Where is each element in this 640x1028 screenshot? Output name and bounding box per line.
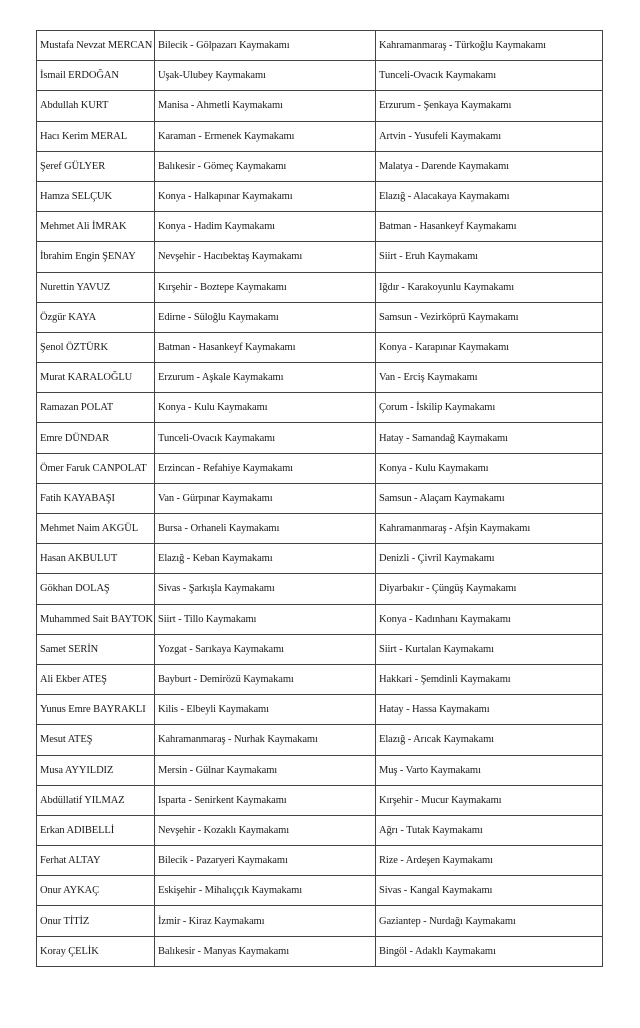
table-row bbox=[37, 332, 603, 362]
table-row bbox=[37, 423, 603, 453]
table-row bbox=[37, 695, 603, 725]
table-row bbox=[37, 876, 603, 906]
table-row bbox=[37, 634, 603, 664]
name-cell: Ali Ekber ATEŞ bbox=[37, 664, 155, 694]
previous-post-cell: Yozgat - Sarıkaya Kaymakamı bbox=[155, 634, 376, 664]
table-row bbox=[37, 936, 603, 966]
previous-post-cell: Bilecik - Pazaryeri Kaymakamı bbox=[155, 846, 376, 876]
previous-post-cell: Nevşehir - Hacıbektaş Kaymakamı bbox=[155, 242, 376, 272]
new-post-cell: Denizli - Çivril Kaymakamı bbox=[376, 544, 603, 574]
table-row bbox=[37, 755, 603, 785]
table-row bbox=[37, 574, 603, 604]
new-post-cell: Rize - Ardeşen Kaymakamı bbox=[376, 846, 603, 876]
previous-post-cell: Batman - Hasankeyf Kaymakamı bbox=[155, 332, 376, 362]
name-cell: Muhammed Sait BAYTOK bbox=[37, 604, 155, 634]
previous-post-cell: İzmir - Kiraz Kaymakamı bbox=[155, 906, 376, 936]
previous-post-cell: Eskişehir - Mihalıççık Kaymakamı bbox=[155, 876, 376, 906]
new-post-cell: Kahramanmaraş - Afşin Kaymakamı bbox=[376, 514, 603, 544]
new-post-cell: Elazığ - Alacakaya Kaymakamı bbox=[376, 181, 603, 211]
previous-post-cell: Tunceli-Ovacık Kaymakamı bbox=[155, 423, 376, 453]
table-row bbox=[37, 91, 603, 121]
previous-post-cell: Elazığ - Keban Kaymakamı bbox=[155, 544, 376, 574]
name-cell: Ferhat ALTAY bbox=[37, 846, 155, 876]
table-row bbox=[37, 393, 603, 423]
table-row bbox=[37, 151, 603, 181]
new-post-cell: Diyarbakır - Çüngüş Kaymakamı bbox=[376, 574, 603, 604]
name-cell: Mehmet Naim AKGÜL bbox=[37, 514, 155, 544]
name-cell: Şeref GÜLYER bbox=[37, 151, 155, 181]
previous-post-cell: Manisa - Ahmetli Kaymakamı bbox=[155, 91, 376, 121]
table-row bbox=[37, 906, 603, 936]
previous-post-cell: Konya - Halkapınar Kaymakamı bbox=[155, 181, 376, 211]
previous-post-cell: Erzurum - Aşkale Kaymakamı bbox=[155, 363, 376, 393]
name-cell: Mehmet Ali İMRAK bbox=[37, 212, 155, 242]
new-post-cell: Van - Erciş Kaymakamı bbox=[376, 363, 603, 393]
table-row bbox=[37, 785, 603, 815]
name-cell: Şenol ÖZTÜRK bbox=[37, 332, 155, 362]
previous-post-cell: Isparta - Senirkent Kaymakamı bbox=[155, 785, 376, 815]
previous-post-cell: Bilecik - Gölpazarı Kaymakamı bbox=[155, 31, 376, 61]
table-row bbox=[37, 846, 603, 876]
previous-post-cell: Karaman - Ermenek Kaymakamı bbox=[155, 121, 376, 151]
name-cell: Emre DÜNDAR bbox=[37, 423, 155, 453]
table-row bbox=[37, 212, 603, 242]
name-cell: Mustafa Nevzat MERCAN bbox=[37, 31, 155, 61]
new-post-cell: Kırşehir - Mucur Kaymakamı bbox=[376, 785, 603, 815]
previous-post-cell: Konya - Kulu Kaymakamı bbox=[155, 393, 376, 423]
table-row bbox=[37, 302, 603, 332]
appointments-table bbox=[36, 30, 603, 967]
table-row bbox=[37, 181, 603, 211]
previous-post-cell: Kilis - Elbeyli Kaymakamı bbox=[155, 695, 376, 725]
new-post-cell: Ağrı - Tutak Kaymakamı bbox=[376, 815, 603, 845]
table-row bbox=[37, 483, 603, 513]
table-row bbox=[37, 31, 603, 61]
new-post-cell: Muş - Varto Kaymakamı bbox=[376, 755, 603, 785]
name-cell: Koray ÇELİK bbox=[37, 936, 155, 966]
new-post-cell: Elazığ - Arıcak Kaymakamı bbox=[376, 725, 603, 755]
new-post-cell: Bingöl - Adaklı Kaymakamı bbox=[376, 936, 603, 966]
table-row bbox=[37, 815, 603, 845]
new-post-cell: Çorum - İskilip Kaymakamı bbox=[376, 393, 603, 423]
new-post-cell: Sivas - Kangal Kaymakamı bbox=[376, 876, 603, 906]
new-post-cell: Artvin - Yusufeli Kaymakamı bbox=[376, 121, 603, 151]
previous-post-cell: Nevşehir - Kozaklı Kaymakamı bbox=[155, 815, 376, 845]
name-cell: İsmail ERDOĞAN bbox=[37, 61, 155, 91]
new-post-cell: Samsun - Vezirköprü Kaymakamı bbox=[376, 302, 603, 332]
previous-post-cell: Sivas - Şarkışla Kaymakamı bbox=[155, 574, 376, 604]
new-post-cell: Konya - Kulu Kaymakamı bbox=[376, 453, 603, 483]
name-cell: Abdullah KURT bbox=[37, 91, 155, 121]
name-cell: Hasan AKBULUT bbox=[37, 544, 155, 574]
table-row bbox=[37, 664, 603, 694]
new-post-cell: Hakkari - Şemdinli Kaymakamı bbox=[376, 664, 603, 694]
previous-post-cell: Konya - Hadim Kaymakamı bbox=[155, 212, 376, 242]
name-cell: Murat KARALOĞLU bbox=[37, 363, 155, 393]
appointments-table-body bbox=[37, 31, 603, 967]
name-cell: Özgür KAYA bbox=[37, 302, 155, 332]
new-post-cell: Iğdır - Karakoyunlu Kaymakamı bbox=[376, 272, 603, 302]
table-row bbox=[37, 61, 603, 91]
name-cell: Onur AYKAÇ bbox=[37, 876, 155, 906]
table-row bbox=[37, 604, 603, 634]
new-post-cell: Batman - Hasankeyf Kaymakamı bbox=[376, 212, 603, 242]
name-cell: Erkan ADIBELLİ bbox=[37, 815, 155, 845]
previous-post-cell: Erzincan - Refahiye Kaymakamı bbox=[155, 453, 376, 483]
new-post-cell: Konya - Karapınar Kaymakamı bbox=[376, 332, 603, 362]
new-post-cell: Gaziantep - Nurdağı Kaymakamı bbox=[376, 906, 603, 936]
name-cell: Nurettin YAVUZ bbox=[37, 272, 155, 302]
table-row bbox=[37, 725, 603, 755]
new-post-cell: Hatay - Hassa Kaymakamı bbox=[376, 695, 603, 725]
previous-post-cell: Balıkesir - Gömeç Kaymakamı bbox=[155, 151, 376, 181]
previous-post-cell: Uşak-Ulubey Kaymakamı bbox=[155, 61, 376, 91]
new-post-cell: Malatya - Darende Kaymakamı bbox=[376, 151, 603, 181]
previous-post-cell: Siirt - Tillo Kaymakamı bbox=[155, 604, 376, 634]
name-cell: Fatih KAYABAŞI bbox=[37, 483, 155, 513]
new-post-cell: Samsun - Alaçam Kaymakamı bbox=[376, 483, 603, 513]
previous-post-cell: Bursa - Orhaneli Kaymakamı bbox=[155, 514, 376, 544]
table-row bbox=[37, 453, 603, 483]
table-row bbox=[37, 514, 603, 544]
previous-post-cell: Kırşehir - Boztepe Kaymakamı bbox=[155, 272, 376, 302]
previous-post-cell: Mersin - Gülnar Kaymakamı bbox=[155, 755, 376, 785]
name-cell: Yunus Emre BAYRAKLI bbox=[37, 695, 155, 725]
new-post-cell: Kahramanmaraş - Türkoğlu Kaymakamı bbox=[376, 31, 603, 61]
new-post-cell: Hatay - Samandağ Kaymakamı bbox=[376, 423, 603, 453]
new-post-cell: Siirt - Kurtalan Kaymakamı bbox=[376, 634, 603, 664]
name-cell: Ömer Faruk CANPOLAT bbox=[37, 453, 155, 483]
name-cell: Abdüllatif YILMAZ bbox=[37, 785, 155, 815]
new-post-cell: Konya - Kadınhanı Kaymakamı bbox=[376, 604, 603, 634]
name-cell: İbrahim Engin ŞENAY bbox=[37, 242, 155, 272]
name-cell: Gökhan DOLAŞ bbox=[37, 574, 155, 604]
table-row bbox=[37, 242, 603, 272]
new-post-cell: Erzurum - Şenkaya Kaymakamı bbox=[376, 91, 603, 121]
name-cell: Samet SERİN bbox=[37, 634, 155, 664]
previous-post-cell: Edirne - Süloğlu Kaymakamı bbox=[155, 302, 376, 332]
new-post-cell: Tunceli-Ovacık Kaymakamı bbox=[376, 61, 603, 91]
table-row bbox=[37, 363, 603, 393]
previous-post-cell: Balıkesir - Manyas Kaymakamı bbox=[155, 936, 376, 966]
name-cell: Hacı Kerim MERAL bbox=[37, 121, 155, 151]
table-row bbox=[37, 121, 603, 151]
table-row bbox=[37, 544, 603, 574]
name-cell: Ramazan POLAT bbox=[37, 393, 155, 423]
name-cell: Musa AYYILDIZ bbox=[37, 755, 155, 785]
name-cell: Hamza SELÇUK bbox=[37, 181, 155, 211]
previous-post-cell: Bayburt - Demirözü Kaymakamı bbox=[155, 664, 376, 694]
name-cell: Mesut ATEŞ bbox=[37, 725, 155, 755]
previous-post-cell: Kahramanmaraş - Nurhak Kaymakamı bbox=[155, 725, 376, 755]
new-post-cell: Siirt - Eruh Kaymakamı bbox=[376, 242, 603, 272]
table-row bbox=[37, 272, 603, 302]
name-cell: Onur TİTİZ bbox=[37, 906, 155, 936]
previous-post-cell: Van - Gürpınar Kaymakamı bbox=[155, 483, 376, 513]
